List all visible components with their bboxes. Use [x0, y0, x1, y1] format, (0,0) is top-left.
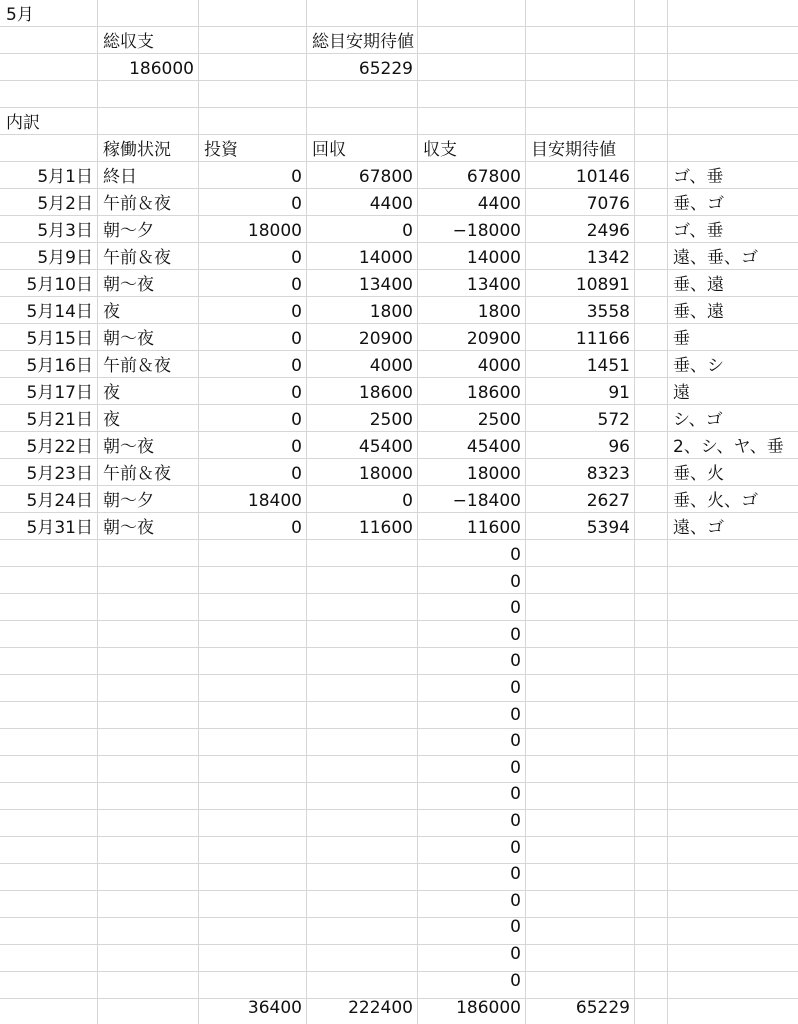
balance-cell[interactable]: 0: [510, 784, 521, 805]
table-row: [0, 459, 798, 485]
expected-cell[interactable]: 2627: [586, 491, 630, 511]
status-cell[interactable]: 朝～夜: [103, 329, 154, 349]
table-row: [0, 189, 798, 215]
balance-cell[interactable]: 4400: [477, 194, 521, 214]
breakdown-label[interactable]: 内訳: [6, 113, 40, 133]
status-cell[interactable]: 午前＆夜: [103, 464, 171, 484]
recover-cell[interactable]: 0: [402, 221, 413, 241]
note-cell[interactable]: 垂、火: [673, 464, 724, 484]
table-row: [0, 351, 798, 377]
table-row: [0, 700, 798, 726]
note-cell[interactable]: ゴ、垂: [673, 167, 724, 187]
table-row: [0, 297, 798, 323]
balance-cell[interactable]: −18400: [452, 491, 521, 511]
status-cell[interactable]: 午前＆夜: [103, 248, 171, 268]
note-cell[interactable]: 2、シ、ヤ、垂: [673, 437, 784, 457]
invest-cell[interactable]: 0: [291, 302, 302, 322]
invest-cell[interactable]: 18400: [247, 491, 302, 511]
note-cell[interactable]: 垂、シ: [673, 356, 724, 376]
expected-cell[interactable]: 10891: [575, 275, 630, 295]
balance-cell[interactable]: 11600: [466, 518, 521, 538]
table-row: [0, 162, 798, 188]
recover-cell[interactable]: 2500: [369, 410, 413, 430]
balance-cell[interactable]: 4000: [477, 356, 521, 376]
expected-label[interactable]: 総目安期待値: [312, 32, 414, 52]
table-row: [0, 726, 798, 752]
month-label[interactable]: 5月: [6, 5, 34, 25]
date-cell[interactable]: 5月3日: [37, 221, 93, 241]
recover-cell[interactable]: 13400: [358, 275, 413, 295]
table-row: [0, 806, 798, 832]
note-cell[interactable]: 遠: [673, 383, 690, 403]
date-cell[interactable]: 5月23日: [26, 464, 93, 484]
col-header-status[interactable]: 稼働状況: [103, 140, 171, 160]
row-column-headers: [0, 135, 798, 161]
status-cell[interactable]: 朝～夕: [103, 491, 154, 511]
expected-cell[interactable]: 11166: [575, 329, 630, 349]
col-header-expected[interactable]: 目安期待値: [531, 140, 616, 160]
invest-cell[interactable]: 0: [291, 437, 302, 457]
expected-cell[interactable]: 8323: [586, 464, 630, 484]
recover-cell[interactable]: 67800: [358, 167, 413, 187]
col-header-invest[interactable]: 投資: [204, 140, 238, 160]
invest-cell[interactable]: 0: [291, 275, 302, 295]
date-cell[interactable]: 5月1日: [37, 167, 93, 187]
balance-cell[interactable]: 13400: [466, 275, 521, 295]
expected-cell[interactable]: 5394: [586, 518, 630, 538]
date-cell[interactable]: 5月15日: [26, 329, 93, 349]
table-row: [0, 833, 798, 859]
balance-cell[interactable]: 0: [510, 890, 521, 911]
table-row: [0, 378, 798, 404]
balance-cell[interactable]: 0: [510, 731, 521, 752]
balance-cell[interactable]: 0: [510, 757, 521, 778]
expected-cell[interactable]: 1342: [586, 248, 630, 268]
col-header-recover[interactable]: 回収: [312, 140, 346, 160]
status-cell[interactable]: 朝～夜: [103, 275, 154, 295]
invest-cell[interactable]: 0: [291, 383, 302, 403]
date-cell[interactable]: 5月31日: [26, 518, 93, 538]
table-row: [0, 324, 798, 350]
note-cell[interactable]: 垂、火、ゴ: [673, 491, 758, 511]
status-cell[interactable]: 朝～夕: [103, 221, 154, 241]
table-row: [0, 243, 798, 269]
status-cell[interactable]: 午前＆夜: [103, 194, 171, 214]
status-cell[interactable]: 夜: [103, 410, 120, 430]
table-row: [0, 886, 798, 912]
status-cell[interactable]: 朝～夜: [103, 437, 154, 457]
expected-cell[interactable]: 7076: [586, 194, 630, 214]
balance-cell[interactable]: 0: [510, 598, 521, 619]
note-cell[interactable]: 垂、ゴ: [673, 194, 724, 214]
invest-cell[interactable]: 0: [291, 464, 302, 484]
balance-cell[interactable]: 0: [510, 970, 521, 991]
table-row: [0, 753, 798, 779]
total-expected[interactable]: 65229: [575, 998, 630, 1018]
balance-cell[interactable]: 67800: [466, 167, 521, 187]
date-cell[interactable]: 5月9日: [37, 248, 93, 268]
balance-cell[interactable]: 18600: [466, 383, 521, 403]
date-cell[interactable]: 5月24日: [26, 491, 93, 511]
table-row: [0, 270, 798, 296]
recover-cell[interactable]: 0: [402, 491, 413, 511]
date-cell[interactable]: 5月21日: [26, 410, 93, 430]
expected-cell[interactable]: 10146: [575, 167, 630, 187]
status-cell[interactable]: 終日: [103, 167, 137, 187]
table-row: [0, 593, 798, 619]
table-row: [0, 432, 798, 458]
invest-cell[interactable]: 0: [291, 167, 302, 187]
expected-cell[interactable]: 3558: [586, 302, 630, 322]
date-cell[interactable]: 5月16日: [26, 356, 93, 376]
recover-cell[interactable]: 20900: [358, 329, 413, 349]
total-invest[interactable]: 36400: [247, 998, 302, 1018]
expected-cell[interactable]: 91: [608, 383, 630, 403]
row-month: [0, 0, 798, 26]
balance-cell[interactable]: 0: [510, 651, 521, 672]
table-row: [0, 646, 798, 672]
row-summary-values: [0, 54, 798, 80]
recover-cell[interactable]: 18600: [358, 383, 413, 403]
balance-cell[interactable]: 0: [510, 624, 521, 645]
note-cell[interactable]: シ、ゴ: [673, 410, 723, 430]
table-row: [0, 966, 798, 992]
table-row: [0, 216, 798, 242]
table-row: [0, 859, 798, 885]
invest-cell[interactable]: 0: [291, 356, 302, 376]
expected-cell[interactable]: 96: [608, 437, 630, 457]
table-row: [0, 673, 798, 699]
status-cell[interactable]: 朝～夜: [103, 518, 154, 538]
invest-cell[interactable]: 0: [291, 329, 302, 349]
balance-cell[interactable]: 45400: [466, 437, 521, 457]
invest-cell[interactable]: 0: [291, 248, 302, 268]
recover-cell[interactable]: 4400: [369, 194, 413, 214]
balance-cell[interactable]: 18000: [466, 464, 521, 484]
table-row: [0, 939, 798, 965]
note-cell[interactable]: ゴ、垂: [673, 221, 724, 241]
recover-cell[interactable]: 45400: [358, 437, 413, 457]
invest-cell[interactable]: 0: [291, 410, 302, 430]
note-cell[interactable]: 遠、垂、ゴ: [673, 248, 758, 268]
balance-cell[interactable]: 0: [510, 704, 521, 725]
table-row: [0, 405, 798, 431]
total-recover[interactable]: 222400: [348, 998, 413, 1018]
balance-cell[interactable]: 0: [510, 545, 521, 565]
table-row: [0, 513, 798, 539]
balance-cell[interactable]: 0: [510, 678, 521, 698]
balance-cell[interactable]: 14000: [466, 248, 521, 268]
note-cell[interactable]: 垂、遠: [673, 302, 724, 322]
total-label[interactable]: 総収支: [103, 32, 154, 52]
row-breakdown: [0, 108, 798, 134]
recover-cell[interactable]: 4000: [369, 356, 413, 376]
balance-cell[interactable]: 20900: [466, 329, 521, 349]
recover-cell[interactable]: 1800: [369, 302, 413, 322]
balance-cell[interactable]: 2500: [477, 410, 521, 430]
table-row: [0, 620, 798, 646]
recover-cell[interactable]: 11600: [358, 518, 413, 538]
total-balance[interactable]: 186000: [456, 998, 521, 1018]
table-row: [0, 779, 798, 805]
expected-cell[interactable]: 1451: [586, 356, 630, 376]
col-header-balance[interactable]: 収支: [423, 140, 457, 160]
status-cell[interactable]: 夜: [103, 302, 120, 322]
date-cell[interactable]: 5月22日: [26, 437, 93, 457]
balance-cell[interactable]: 0: [510, 944, 521, 964]
note-cell[interactable]: 遠、ゴ: [673, 518, 724, 538]
table-row: [0, 912, 798, 938]
expected-value[interactable]: 65229: [358, 59, 413, 79]
total-value[interactable]: 186000: [129, 59, 194, 79]
date-cell[interactable]: 5月10日: [26, 275, 93, 295]
note-cell[interactable]: 垂: [673, 329, 690, 349]
balance-cell[interactable]: 0: [510, 571, 521, 592]
expected-cell[interactable]: 2496: [586, 221, 630, 241]
balance-cell[interactable]: 0: [510, 837, 521, 858]
table-row: [0, 486, 798, 512]
date-cell[interactable]: 5月14日: [26, 302, 93, 322]
invest-cell[interactable]: 0: [291, 194, 302, 214]
row-summary-labels: [0, 27, 798, 53]
balance-cell[interactable]: 0: [510, 917, 521, 938]
balance-cell[interactable]: 1800: [477, 302, 521, 322]
date-cell[interactable]: 5月2日: [37, 194, 93, 214]
balance-cell[interactable]: 0: [510, 811, 521, 831]
expected-cell[interactable]: 572: [597, 410, 630, 430]
status-cell[interactable]: 夜: [103, 383, 120, 403]
recover-cell[interactable]: 14000: [358, 248, 413, 268]
invest-cell[interactable]: 0: [291, 518, 302, 538]
note-cell[interactable]: 垂、遠: [673, 275, 724, 295]
invest-cell[interactable]: 18000: [247, 221, 302, 241]
recover-cell[interactable]: 18000: [358, 464, 413, 484]
table-row: [0, 567, 798, 593]
table-row: [0, 540, 798, 566]
row-totals: [0, 993, 798, 1019]
date-cell[interactable]: 5月17日: [26, 383, 93, 403]
row-divider: [0, 80, 798, 81]
balance-cell[interactable]: −18000: [452, 221, 521, 241]
balance-cell[interactable]: 0: [510, 864, 521, 885]
status-cell[interactable]: 午前＆夜: [103, 356, 171, 376]
